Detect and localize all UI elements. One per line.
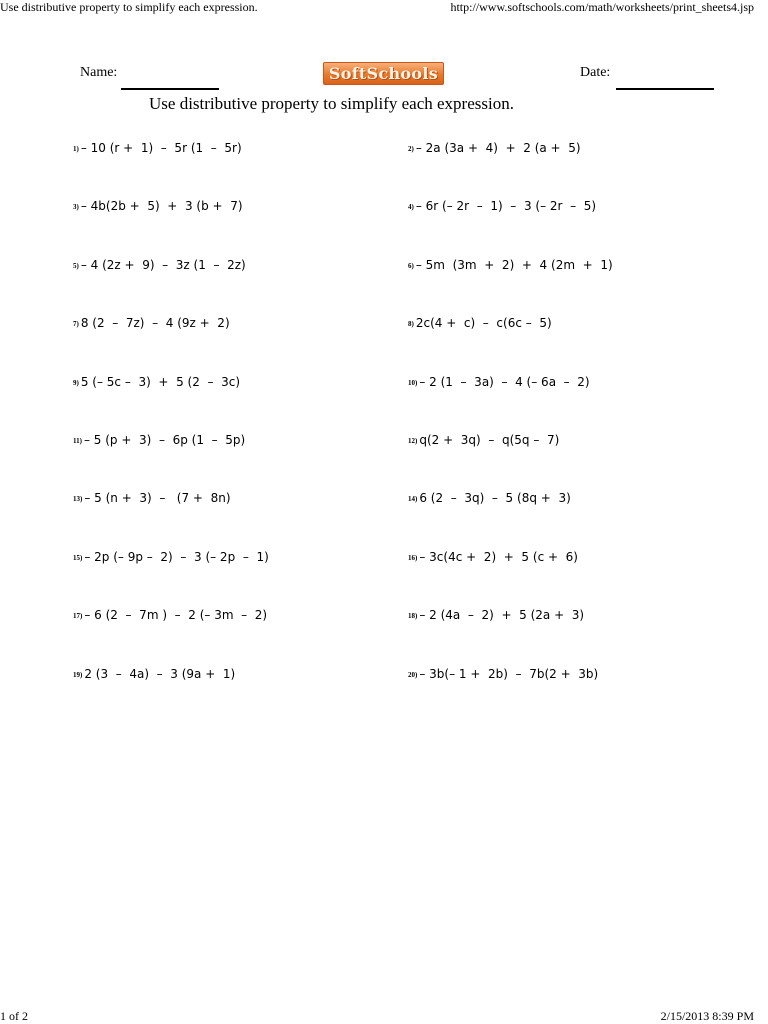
problem-expression: – 10 (r + 1) – 5r (1 – 5r): [80, 141, 242, 155]
date-line: [616, 88, 714, 90]
problem-item: [73, 432, 245, 449]
print-timestamp: 2/15/2013 8:39 PM: [660, 1009, 754, 1023]
problem-expression: 2c(4 + c) – c(6c – 5): [415, 316, 552, 330]
problem-expression: – 5 (p + 3) – 6p (1 – 5p): [83, 433, 246, 447]
problem-expression: – 5 (n + 3) – (7 + 8n): [84, 491, 231, 505]
date-label: Date:: [580, 65, 611, 80]
problem-number: 6): [408, 262, 414, 270]
problem-expression: – 3c(4c + 2) + 5 (c + 6): [419, 550, 578, 564]
problem-expression: – 2p (– 9p – 2) – 3 (– 2p – 1): [84, 550, 269, 564]
problem-item: [73, 198, 243, 215]
problem-item: [73, 549, 269, 566]
print-header-url: http://www.softschools.com/math/worksheets/print_sheets4.jsp: [450, 0, 754, 14]
problem-item: [408, 666, 598, 683]
problem-item: [408, 490, 571, 507]
problem-number: 4): [408, 203, 414, 211]
problem-item: [73, 315, 230, 332]
problem-number: 10): [408, 379, 418, 387]
problem-number: 1): [73, 145, 79, 153]
problem-number: 7): [73, 320, 79, 328]
problem-expression: – 6r (– 2r – 1) – 3 (– 2r – 5): [415, 199, 597, 213]
problem-expression: q(2 + 3q) – q(5q – 7): [419, 433, 560, 447]
problem-number: 8): [408, 320, 414, 328]
name-label: Name:: [80, 65, 118, 80]
problem-item: [408, 257, 613, 274]
problem-number: 2): [408, 145, 414, 153]
name-line: [121, 88, 219, 90]
problem-number: 5): [73, 262, 79, 270]
problem-number: 3): [73, 203, 79, 211]
problem-item: [73, 140, 242, 157]
problem-number: 15): [73, 554, 83, 562]
problem-expression: – 2 (1 – 3a) – 4 (– 6a – 2): [419, 375, 590, 389]
problem-item: [73, 490, 231, 507]
problem-item: [408, 607, 584, 624]
problem-expression: – 2a (3a + 4) + 2 (a + 5): [415, 141, 581, 155]
problem-number: 13): [73, 495, 83, 503]
problem-expression: – 5m (3m + 2) + 4 (2m + 1): [415, 258, 613, 272]
problem-item: [73, 257, 246, 274]
problem-number: 20): [408, 671, 418, 679]
problem-number: 12): [408, 437, 418, 445]
problem-number: 14): [408, 495, 418, 503]
problem-number: 17): [73, 612, 83, 620]
problem-item: [408, 315, 552, 332]
problem-item: [73, 666, 235, 683]
problem-expression: – 2 (4a – 2) + 5 (2a + 3): [419, 608, 585, 622]
instructions: Use distributive property to simplify each expression.: [149, 94, 514, 113]
problem-expression: 6 (2 – 3q) – 5 (8q + 3): [419, 491, 571, 505]
problem-expression: 2 (3 – 4a) – 3 (9a + 1): [84, 667, 236, 681]
problem-item: [408, 432, 559, 449]
problem-number: 11): [73, 437, 82, 445]
problem-item: [73, 607, 267, 624]
problem-expression: 5 (– 5c – 3) + 5 (2 – 3c): [80, 375, 241, 389]
logo-text: SoftSchools: [328, 64, 439, 83]
problem-item: [408, 374, 590, 391]
print-header-title: Use distributive property to simplify each expression.: [0, 0, 258, 14]
problem-expression: – 6 (2 – 7m ) – 2 (– 3m – 2): [84, 608, 268, 622]
problem-expression: – 4 (2z + 9) – 3z (1 – 2z): [80, 258, 246, 272]
softschools-logo: [323, 62, 444, 85]
problem-item: [408, 140, 581, 157]
problem-number: 9): [73, 379, 79, 387]
problem-number: 19): [73, 671, 83, 679]
problem-number: 16): [408, 554, 418, 562]
problem-item: [408, 549, 578, 566]
problem-number: 18): [408, 612, 418, 620]
problem-expression: 8 (2 – 7z) – 4 (9z + 2): [80, 316, 230, 330]
problem-item: [73, 374, 240, 391]
problem-expression: – 4b(2b + 5) + 3 (b + 7): [80, 199, 243, 213]
page-number: 1 of 2: [0, 1009, 28, 1023]
problem-item: [408, 198, 596, 215]
problem-expression: – 3b(– 1 + 2b) – 7b(2 + 3b): [419, 667, 599, 681]
